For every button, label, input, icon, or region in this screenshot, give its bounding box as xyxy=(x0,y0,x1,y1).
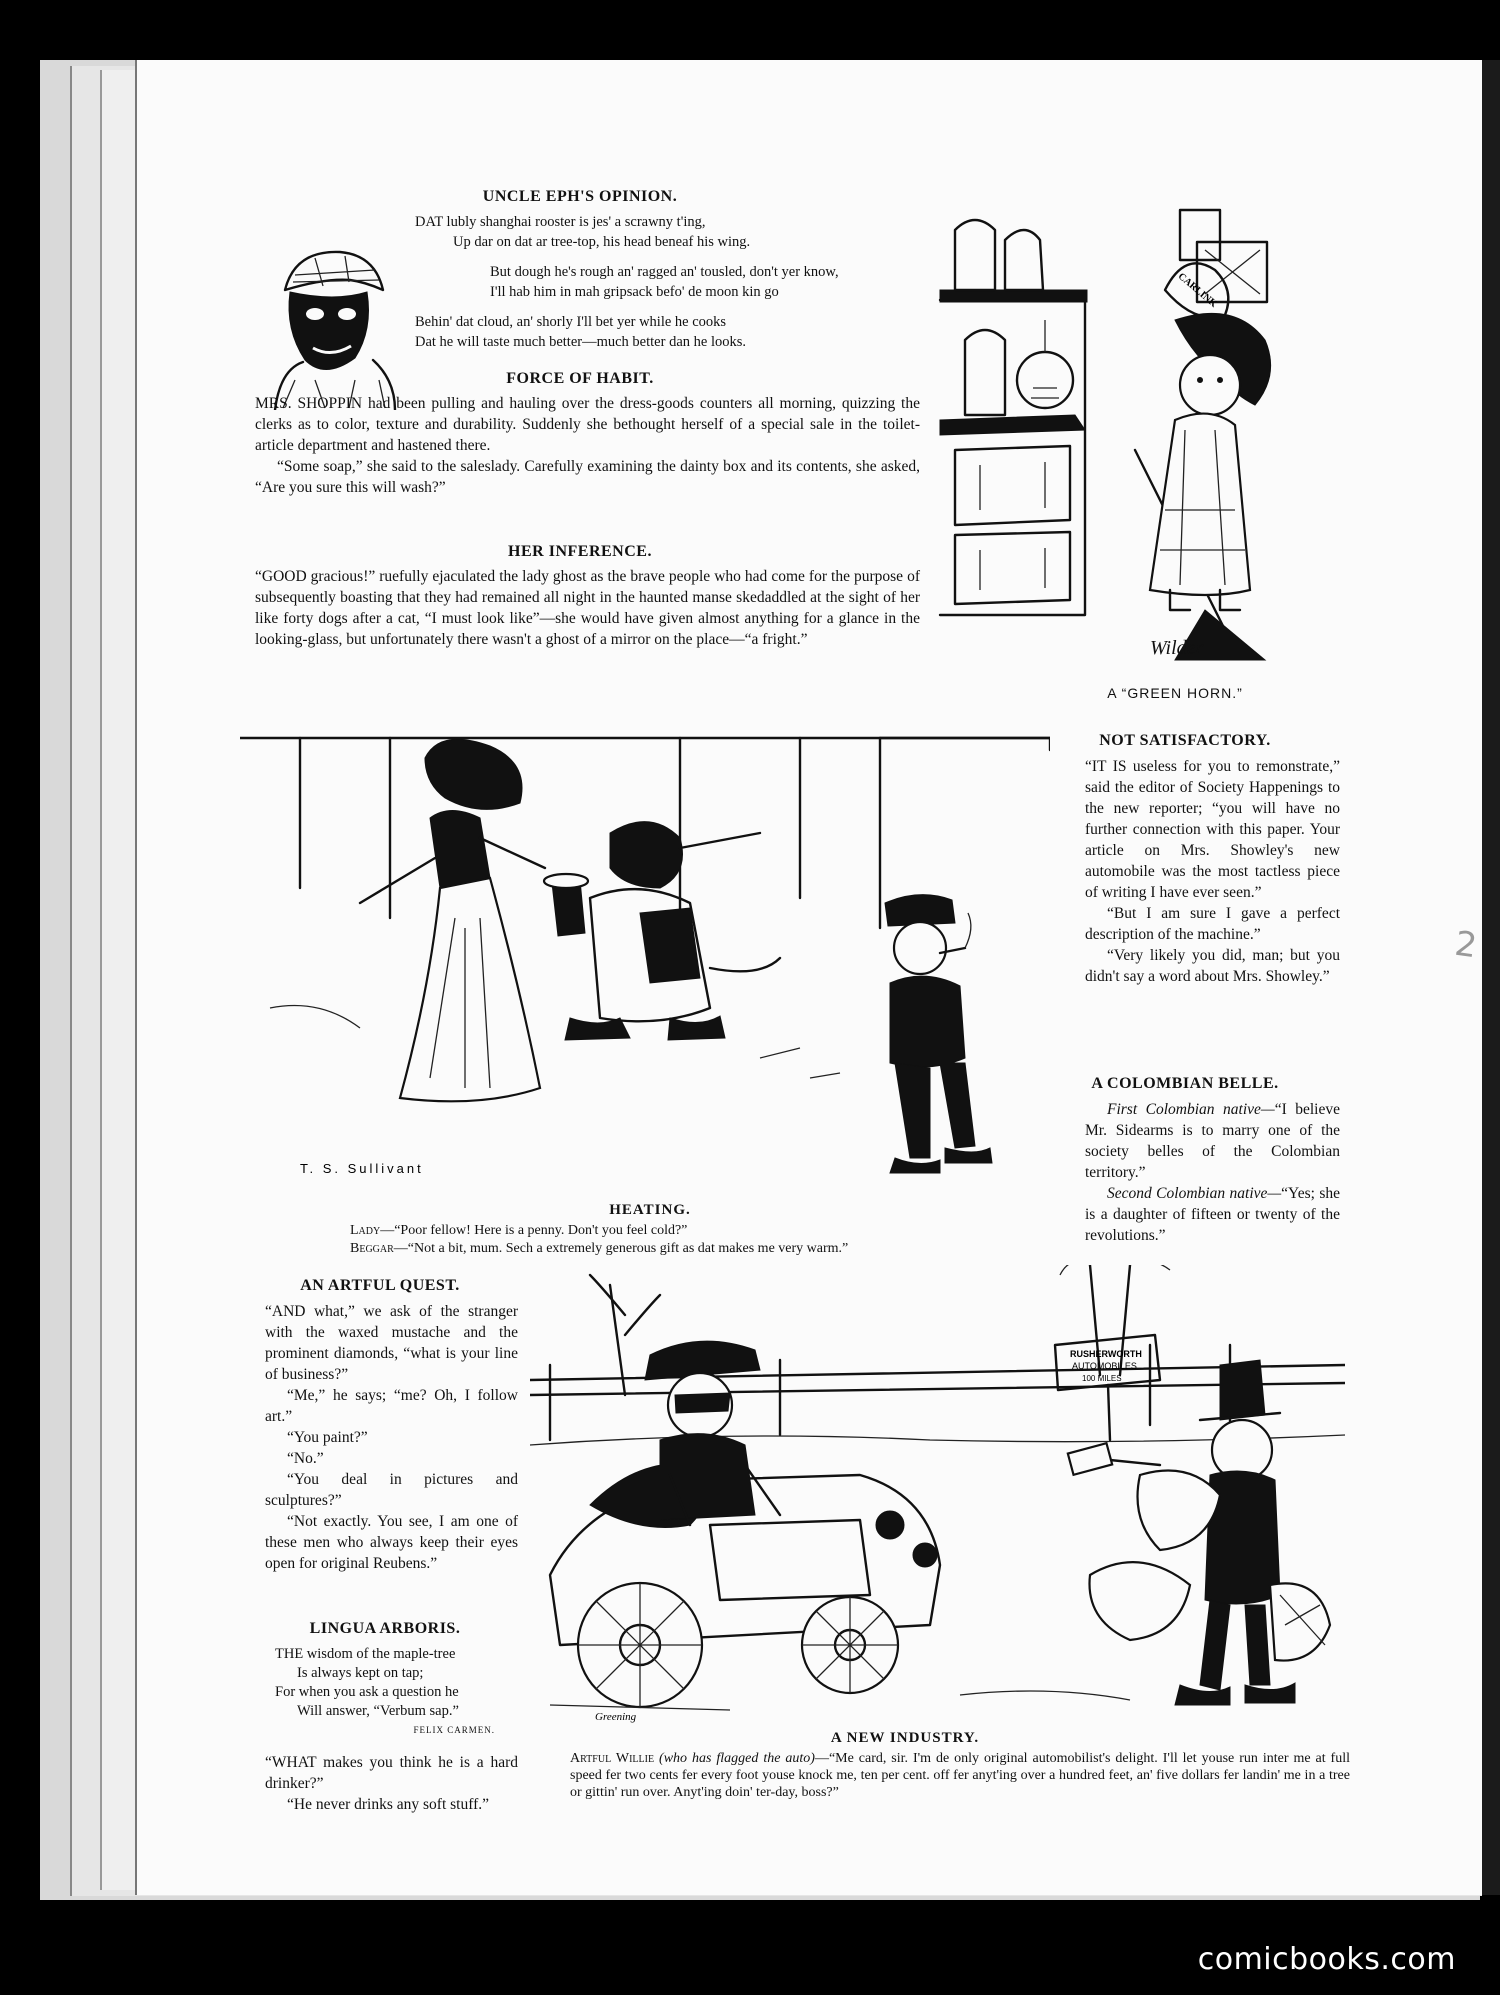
jar-label: CARLINK xyxy=(1175,271,1220,310)
sign-line: 100 MILES xyxy=(1082,1374,1122,1383)
paragraph-text: “I believe Mr. Sidearms is to marry one of the society belles of the Colombian territory.” xyxy=(1085,1101,1340,1181)
speaker: Beggar— xyxy=(350,1241,408,1256)
artful-quest-text xyxy=(265,1301,518,1574)
paragraph: “No.” xyxy=(287,1450,324,1467)
her-inference-title: HER INFERENCE. xyxy=(508,543,652,560)
paragraph: “Me,” he says; “me? Oh, I follow art.” xyxy=(265,1387,518,1425)
uncle-eph-title: UNCLE EPH'S OPINION. xyxy=(482,188,678,205)
force-of-habit-title: FORCE OF HABIT. xyxy=(506,370,654,387)
paragraph: MRS. SHOPPIN had been pulling and hauling over the dress-goods counters all morning, quizzing the clerks as to color, texture and durability. Suddenly she bethought herself of a special sale in the toilet-article department and hastened there. xyxy=(255,395,920,454)
paragraph: “Not exactly. You see, I am one of these men who always keep their eyes open for original Reubens.” xyxy=(265,1513,518,1572)
poem-line: I'll hab him in mah gripsack befo' de moon kin go xyxy=(490,284,779,300)
speaker: Artful Willie xyxy=(570,1751,655,1766)
dialogue-line xyxy=(350,1240,1090,1258)
new-industry-caption: A NEW INDUSTRY. xyxy=(830,1730,980,1746)
paragraph: “But I am sure I gave a perfect description of the machine.” xyxy=(1085,905,1340,943)
colombian-belle-text xyxy=(1085,1099,1340,1246)
paragraph: “You deal in pictures and sculptures?” xyxy=(265,1471,518,1509)
poem-line: THE wisdom of the maple-tree xyxy=(275,1646,456,1662)
poem-line: But dough he's rough an' ragged an' tousled, don't yer know, xyxy=(490,264,839,280)
colombian-belle-title: A COLOMBIAN BELLE. xyxy=(1091,1075,1279,1092)
paragraph xyxy=(1085,1099,1340,1183)
paragraph: “AND what,” we ask of the stranger with the waxed mustache and the prominent diamonds, “what is your line of business?” xyxy=(265,1303,518,1383)
sign-line: AUTOMOBILES xyxy=(1072,1361,1137,1371)
poem-line: Behin' dat cloud, an' shorly I'll bet yer while he cooks xyxy=(415,314,727,330)
speaker: Second Colombian native— xyxy=(1107,1185,1282,1202)
heating-dialogue xyxy=(350,1222,1090,1258)
line-text: “Not a bit, mum. Sech a extremely generous gift as dat makes me very warm.” xyxy=(407,1241,849,1256)
heating-illustration xyxy=(240,728,1050,1198)
paragraph: “Very likely you did, man; but you didn't say a word about Mrs. Showley.” xyxy=(1085,947,1340,985)
artful-quest-title: AN ARTFUL QUEST. xyxy=(300,1277,460,1294)
poem-line: Dat he will taste much better—much better dan he looks. xyxy=(415,334,746,350)
paragraph: “GOOD gracious!” ruefully ejaculated the lady ghost as the brave people who had come for the purpose of subsequently boasting that they had remained all night in the haunted manse skedaddled at the sight of her like forty dogs after a cat, “I must look like”—she would have given almost anything for a glance in the looking-glass, but unfortunately there wasn't a ghost of a mirror on the place—“a fright.” xyxy=(255,568,920,648)
poem-line: Will answer, “Verbum sap.” xyxy=(297,1703,459,1719)
uncle-eph-portrait-illustration xyxy=(255,230,405,410)
poem-line: Up dar on dat ar tree-top, his head beneaf his wing. xyxy=(453,234,751,250)
poem-line: Is always kept on tap; xyxy=(297,1665,424,1681)
line-text: “Poor fellow! Here is a penny. Don't you feel cold?” xyxy=(394,1223,688,1238)
her-inference-text xyxy=(255,566,920,650)
speaker: Lady— xyxy=(350,1223,395,1238)
sign-line: RUSHERWORTH xyxy=(1070,1349,1142,1359)
green-horn-signature: Wilder xyxy=(1150,637,1204,659)
uncle-eph-poem xyxy=(415,212,935,352)
dialogue: —“Me card, sir. I'm de only original automobilist's delight. I'll let youse run inter me at full speed fer two cents fer every foot youse knock me, ten per cent. off fer anyt'ing over a hundred feet, an' five dollars fer landin' me in a tree or gittin' run over. Anyt'ing doin' ter-day, boss?” xyxy=(570,1751,1350,1800)
new-industry-signature: Greening xyxy=(595,1711,637,1723)
force-of-habit-text xyxy=(255,393,920,498)
not-satisfactory-title: NOT SATISFACTORY. xyxy=(1099,732,1271,749)
hard-drinker-text xyxy=(265,1752,518,1815)
page-gutter xyxy=(1482,60,1500,1895)
heating-caption: HEATING. xyxy=(609,1202,691,1218)
lingua-arboris-poem xyxy=(275,1645,515,1740)
paragraph: “You paint?” xyxy=(287,1429,368,1446)
paragraph: “IT IS useless for you to remonstrate,” said the editor of Society Happenings to the new reporter; “you will have no further connection with this paper. Your article on Mrs. Showley's new automobile was the most tactless piece of writing I have ever seen.” xyxy=(1085,758,1340,901)
new-industry-illustration xyxy=(530,1265,1345,1725)
paragraph-text: “Yes; she is a daughter of fifteen or twenty of the revolutions.” xyxy=(1085,1185,1341,1244)
paragraph: “He never drinks any soft stuff.” xyxy=(287,1796,490,1813)
new-industry-text xyxy=(570,1750,1350,1801)
dialogue-line xyxy=(350,1222,1090,1240)
paragraph: “WHAT makes you think he is a hard drinker?” xyxy=(265,1754,518,1792)
speaker: First Colombian native— xyxy=(1107,1101,1275,1118)
page-pencil-mark: 2 xyxy=(1452,923,1480,967)
lingua-arboris-title: LINGUA ARBORIS. xyxy=(309,1620,461,1637)
green-horn-illustration xyxy=(935,190,1330,665)
heating-signature: T. S. Sullivant xyxy=(300,1161,424,1176)
author: FELIX CARMEN. xyxy=(413,1725,495,1735)
not-satisfactory-text xyxy=(1085,756,1340,987)
green-horn-caption: A “GREEN HORN.” xyxy=(1107,685,1243,701)
paragraph xyxy=(1085,1183,1340,1246)
watermark-text: comicbooks.com xyxy=(1197,1942,1456,1977)
stage-direction: (who has flagged the auto) xyxy=(659,1751,815,1766)
poem-line: For when you ask a question he xyxy=(275,1684,459,1700)
paragraph: “Some soap,” she said to the saleslady. Carefully examining the dainty box and its contents, she asked, “Are you sure this will wash?” xyxy=(255,458,920,496)
poem-line: DAT lubly shanghai rooster is jes' a scrawny t'ing, xyxy=(415,214,706,230)
